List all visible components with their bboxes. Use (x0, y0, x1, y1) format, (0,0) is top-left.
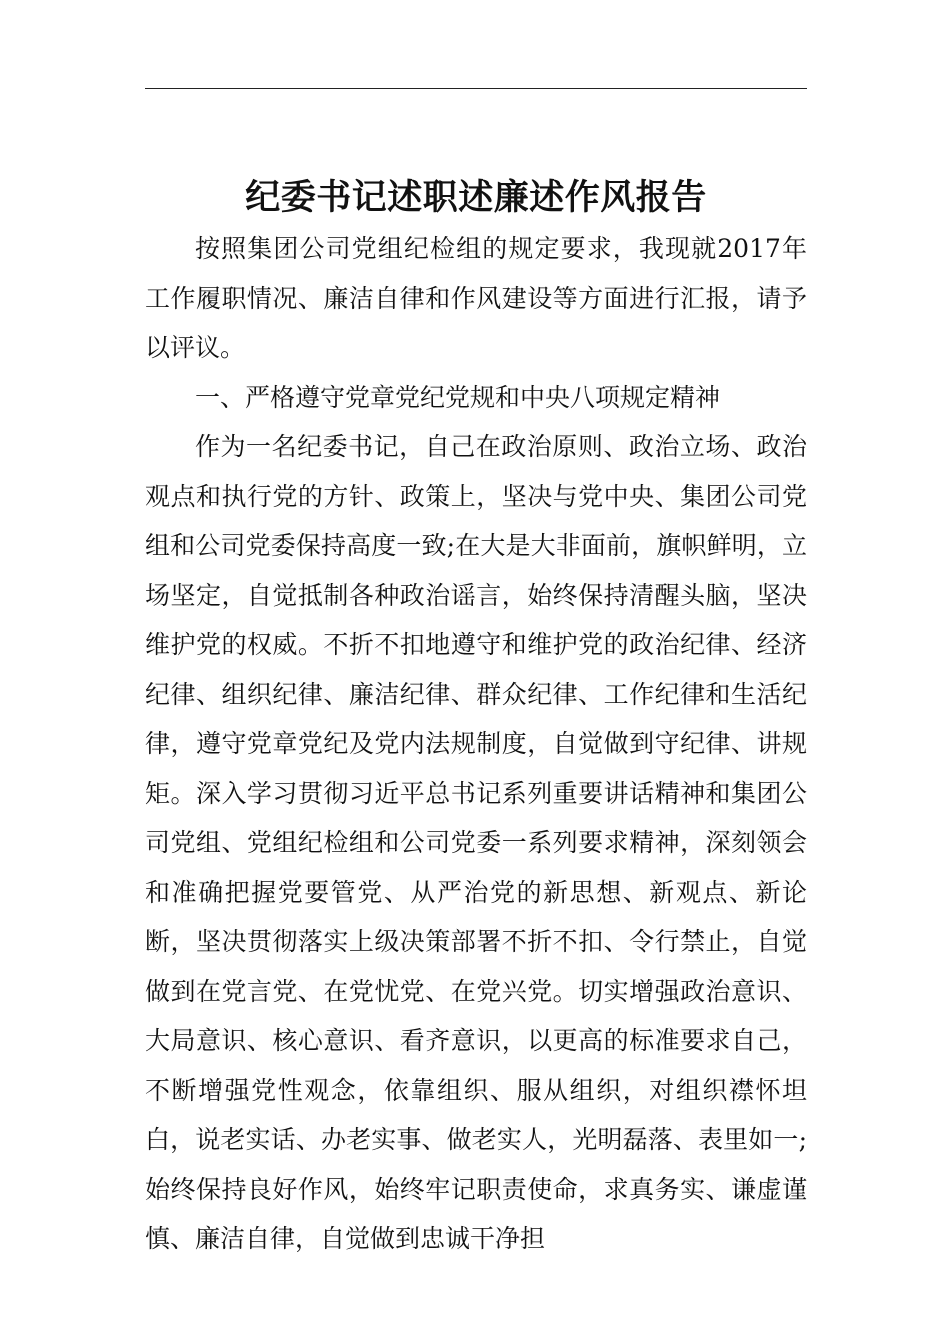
document-body (145, 224, 807, 1264)
section-heading: 一、严格遵守党章党纪党规和中央八项规定精神 (195, 382, 721, 412)
header-rule (145, 88, 807, 89)
body-paragraph: 作为一名纪委书记，自己在政治原则、政治立场、政治观点和执行党的方针、政策上，坚决与党中央、集团公司党组和公司党委保持高度一致;在大是大非面前，旗帜鲜明，立场坚定，自觉抵制各种政治谣言，始终保持清醒头脑，坚决维护党的权威。不折不扣地遵守和维护党的政治纪律、经济纪律、组织纪律、廉洁纪律、群众纪律、工作纪律和生活纪律，遵守党章党纪及党内法规制度，自觉做到守纪律、讲规矩。深入学习贯彻习近平总书记系列重要讲话精神和集团公司党组、党组纪检组和公司党委一系列要求精神，深刻领会和准确把握党要管党、从严治党的新思想、新观点、新论断，坚决贯彻落实上级决策部署不折不扣、令行禁止，自觉做到在党言党、在党忧党、在党兴党。切实增强政治意识、大局意识、核心意识、看齐意识，以更高的标准要求自己，不断增强党性观念，依靠组织、服从组织，对组织襟怀坦白，说老实话、办老实事、做老实人，光明磊落、表里如一;始终保持良好作风，始终牢记职责使命，求真务实、谦虚谨慎、廉洁自律，自觉做到忠诚干净担 (145, 432, 807, 1253)
intro-paragraph: 按照集团公司党组纪检组的规定要求，我现就2017年工作履职情况、廉洁自律和作风建设等方面进行汇报，请予以评议。 (145, 234, 807, 362)
document-title: 纪委书记述职述廉述作风报告 (245, 177, 707, 218)
